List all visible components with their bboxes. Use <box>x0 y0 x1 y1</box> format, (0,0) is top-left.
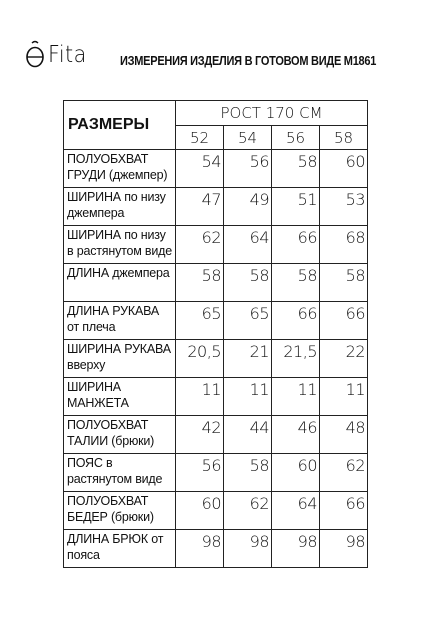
cell-value: 60 <box>176 492 224 530</box>
table-row <box>64 492 368 530</box>
row-label: ШИРИНА по низу в растянутом виде <box>64 226 176 264</box>
cell-value: 62 <box>320 454 368 492</box>
cell-value: 56 <box>176 454 224 492</box>
cell-value: 11 <box>320 378 368 416</box>
cell-value: 60 <box>272 454 320 492</box>
cell-value: 98 <box>224 530 272 568</box>
cell-value: 46 <box>272 416 320 454</box>
row-label: ШИРИНА МАНЖЕТА <box>64 378 176 416</box>
cell-value: 65 <box>176 302 224 340</box>
measurements-table <box>63 100 368 568</box>
row-label: ПОЛУОБХВАТ ГРУДИ (джемпер) <box>64 150 176 188</box>
table-row <box>64 416 368 454</box>
document-title: ИЗМЕРЕНИЯ ИЗДЕЛИЯ В ГОТОВОМ ВИДЕ М1861 <box>120 54 377 68</box>
cell-value: 58 <box>272 264 320 302</box>
cell-value: 53 <box>320 188 368 226</box>
cell-value: 66 <box>272 226 320 264</box>
table-row <box>64 530 368 568</box>
table-row <box>64 188 368 226</box>
cell-value: 58 <box>272 150 320 188</box>
brand-logo <box>24 40 91 70</box>
table-row <box>64 226 368 264</box>
table-row <box>64 150 368 188</box>
cell-value: 20,5 <box>176 340 224 378</box>
cell-value: 58 <box>176 264 224 302</box>
cell-value: 11 <box>176 378 224 416</box>
row-label: ДЛИНА РУКАВА от плеча <box>64 302 176 340</box>
cell-value: 66 <box>320 302 368 340</box>
cell-value: 51 <box>272 188 320 226</box>
cell-value: 98 <box>272 530 320 568</box>
header-sizes: РАЗМЕРЫ <box>64 101 176 150</box>
cell-value: 21 <box>224 340 272 378</box>
cell-value: 64 <box>224 226 272 264</box>
cell-value: 44 <box>224 416 272 454</box>
cell-value: 66 <box>320 492 368 530</box>
cell-value: 56 <box>224 150 272 188</box>
header-height: РОСТ 170 СМ <box>176 101 368 126</box>
cell-value: 66 <box>272 302 320 340</box>
size-column-header: 58 <box>320 126 368 150</box>
cell-value: 54 <box>176 150 224 188</box>
cell-value: 64 <box>272 492 320 530</box>
cell-value: 58 <box>224 454 272 492</box>
cell-value: 42 <box>176 416 224 454</box>
cell-value: 48 <box>320 416 368 454</box>
cell-value: 62 <box>224 492 272 530</box>
cell-value: 49 <box>224 188 272 226</box>
cell-value: 98 <box>176 530 224 568</box>
cell-value: 58 <box>320 264 368 302</box>
cell-value: 68 <box>320 226 368 264</box>
table-row <box>64 454 368 492</box>
fita-logo-icon <box>24 40 46 70</box>
size-column-header: 52 <box>176 126 224 150</box>
cell-value: 62 <box>176 226 224 264</box>
row-label: ШИРИНА РУКАВА вверху <box>64 340 176 378</box>
cell-value: 21,5 <box>272 340 320 378</box>
cell-value: 11 <box>224 378 272 416</box>
cell-value: 60 <box>320 150 368 188</box>
row-label: ДЛИНА БРЮК от пояса <box>64 530 176 568</box>
row-label: ПОЛУОБХВАТ ТАЛИИ (брюки) <box>64 416 176 454</box>
cell-value: 65 <box>224 302 272 340</box>
size-column-header: 54 <box>224 126 272 150</box>
row-label: ДЛИНА джемпера <box>64 264 176 302</box>
row-label: ПОЛУОБХВАТ БЕДЕР (брюки) <box>64 492 176 530</box>
table-header-row <box>64 101 368 126</box>
brand-name: Fita <box>48 42 87 68</box>
cell-value: 47 <box>176 188 224 226</box>
cell-value: 58 <box>224 264 272 302</box>
size-column-header: 56 <box>272 126 320 150</box>
row-label: ПОЯС в растянутом виде <box>64 454 176 492</box>
table-row <box>64 264 368 302</box>
table-row <box>64 378 368 416</box>
table-row <box>64 340 368 378</box>
cell-value: 22 <box>320 340 368 378</box>
table-row <box>64 302 368 340</box>
row-label: ШИРИНА по низу джемпера <box>64 188 176 226</box>
cell-value: 98 <box>320 530 368 568</box>
cell-value: 11 <box>272 378 320 416</box>
